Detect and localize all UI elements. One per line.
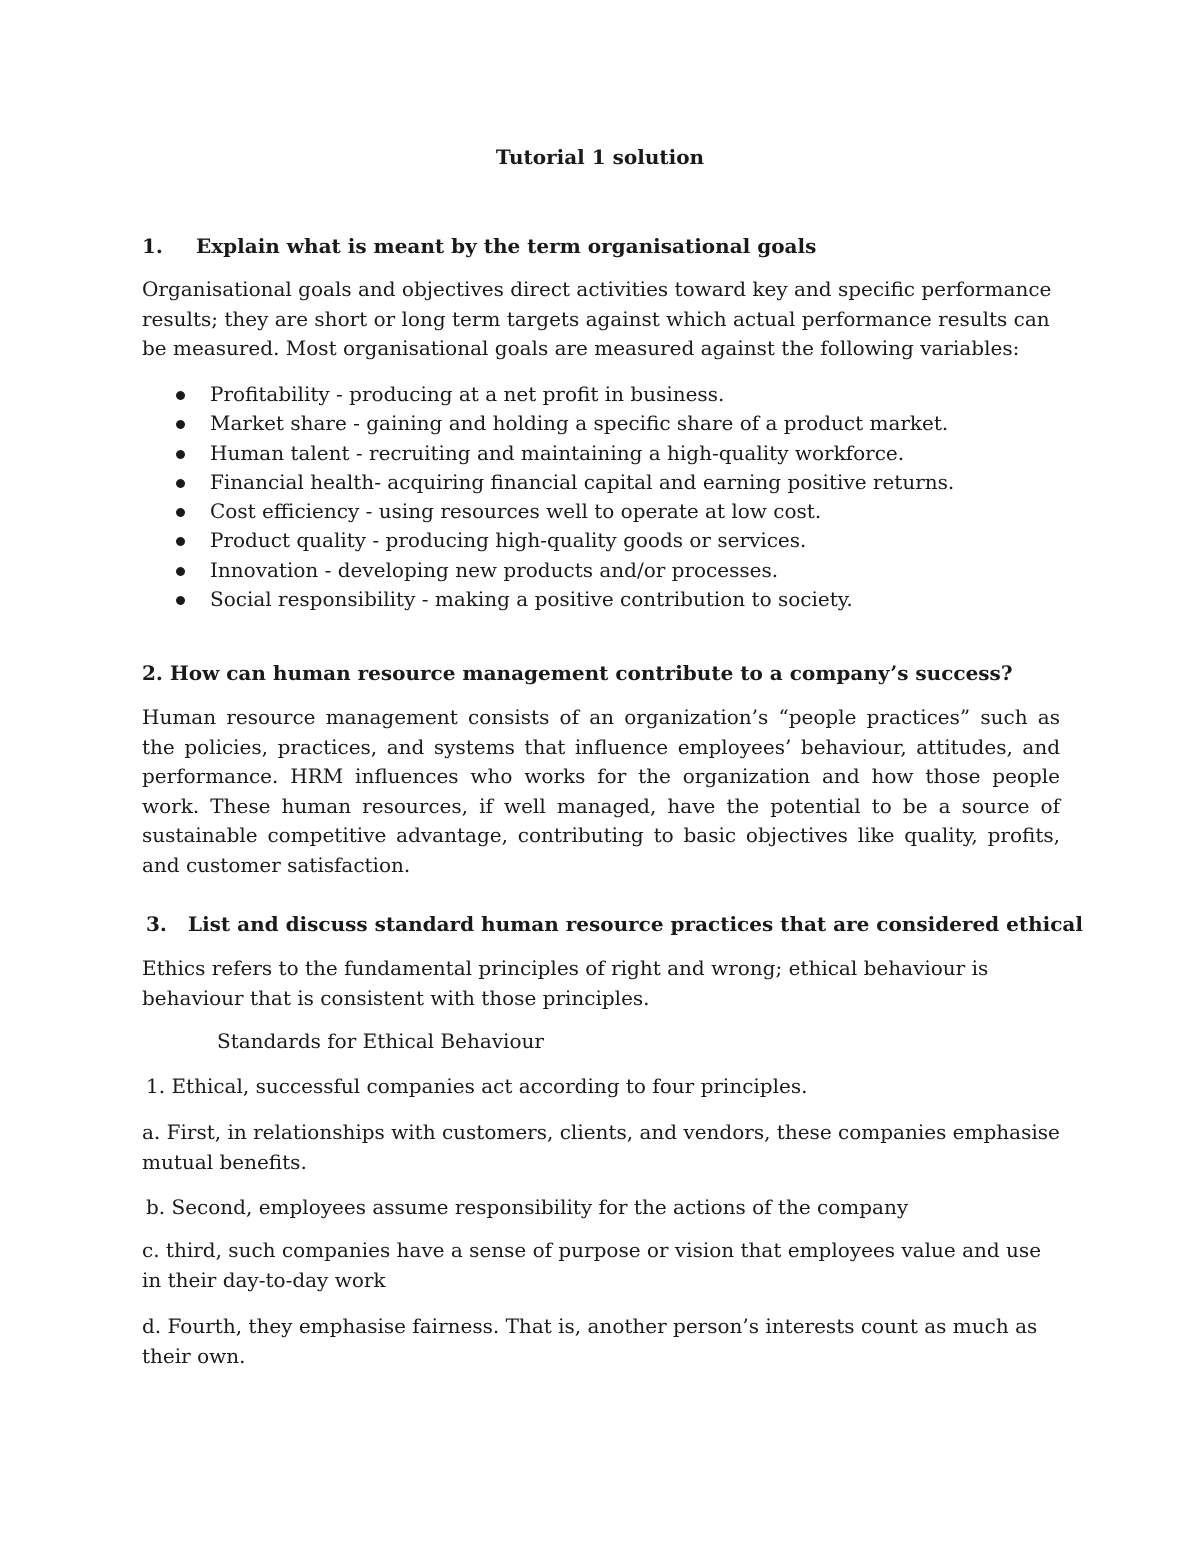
list-item: Human talent - recruiting and maintaining a high-quality workforce.: [142, 439, 954, 468]
q3-heading: List and discuss standard human resource practices that are considered ethical: [188, 912, 1083, 936]
q3-subheading: Standards for Ethical Behaviour: [217, 1029, 544, 1053]
q3-point-1: 1. Ethical, successful companies act according to four principles.: [146, 1074, 808, 1098]
q3-number: 3.: [146, 912, 167, 936]
bullet-icon: [176, 596, 185, 605]
q1-heading: Explain what is meant by the term organisational goals: [196, 234, 817, 258]
bullet-icon: [176, 567, 185, 576]
q3-point-d: d. Fourth, they emphasise fairness. That is, another person’s interests count as much as their own.: [142, 1314, 1038, 1368]
list-item: Cost efficiency - using resources well to operate at low cost.: [142, 497, 954, 526]
q1-variables-list: [142, 380, 954, 614]
q3-point-a: a. First, in relationships with customers, clients, and vendors, these companies emphasise mutual benefits.: [142, 1120, 1060, 1174]
list-item: Profitability - producing at a net profit in business.: [142, 380, 954, 409]
list-item: Market share - gaining and holding a specific share of a product market.: [142, 409, 954, 438]
q1-intro: Organisational goals and objectives direct activities toward key and specific performance results; they are short or long term targets against which actual performance results can be measured. Most organisational goals are measured against the following variables:: [142, 277, 1052, 360]
list-item: Innovation - developing new products and/or processes.: [142, 556, 954, 585]
q3-point-c: c. third, such companies have a sense of purpose or vision that employees value and use in their day-to-day work: [142, 1238, 1042, 1292]
bullet-icon: [176, 420, 185, 429]
page-title: Tutorial 1 solution: [495, 145, 705, 169]
list-item: Product quality - producing high-quality goods or services.: [142, 526, 954, 555]
q1-number: 1.: [142, 234, 163, 258]
bullet-icon: [176, 391, 185, 400]
list-item: Financial health- acquiring financial capital and earning positive returns.: [142, 468, 954, 497]
bullet-icon: [176, 450, 185, 459]
list-item: Social responsibility - making a positive contribution to society.: [142, 585, 954, 614]
bullet-icon: [176, 479, 185, 488]
q3-point-b: b. Second, employees assume responsibility for the actions of the company: [146, 1195, 909, 1219]
q2-heading: 2. How can human resource management contribute to a company’s success?: [142, 661, 1013, 685]
q3-intro: Ethics refers to the fundamental principles of right and wrong; ethical behaviour is behaviour that is consistent with those principles.: [142, 956, 989, 1010]
bullet-icon: [176, 508, 185, 517]
q2-answer: Human resource management consists of an organization’s “people practices” such as the policies, practices, and systems that influence employees’ behaviour, attitudes, and performance. HRM influences who works for the organization and how those people work. These human resources, if well managed, have the potential to be a source of sustainable competitive advantage, contributing to basic objectives like quality, profits, and customer satisfaction.: [142, 705, 1060, 877]
bullet-icon: [176, 537, 185, 546]
